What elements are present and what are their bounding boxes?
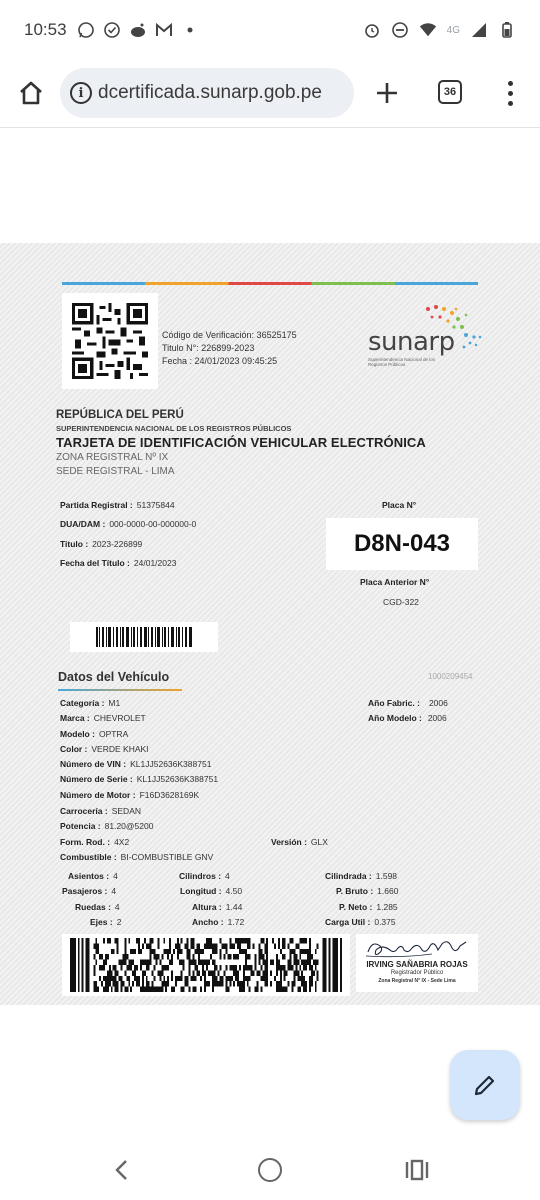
anio-fabric-field <box>368 698 448 708</box>
anio-fabric-label: Año Fabric. : <box>368 698 420 708</box>
cilindros-label: Cilindros : <box>179 871 222 881</box>
ejes-field <box>90 917 121 927</box>
dua-value: 000-0000-00-000000-0 <box>109 519 197 529</box>
verification-title-number: Titulo N°: 226899-2023 <box>162 343 255 353</box>
vehicle-card-document <box>0 243 540 1005</box>
version-value: GLX <box>310 837 328 847</box>
network-type: 4G <box>446 24 460 36</box>
motor-label: Número de Motor : <box>60 790 136 800</box>
titulo-field <box>60 539 142 549</box>
status-time: 10:53 <box>24 20 67 39</box>
carroceria-value: SEDAN <box>111 806 142 816</box>
ancho-field <box>192 917 244 927</box>
fecha-titulo-value: 24/01/2023 <box>133 558 177 568</box>
partida-value: 51375844 <box>136 500 175 510</box>
more-dot-icon <box>508 81 513 86</box>
ruedas-label: Ruedas : <box>75 902 111 912</box>
categoria-label: Categoría : <box>60 698 105 708</box>
motor-field <box>60 790 199 800</box>
titulo-label: Titulo : <box>60 539 89 549</box>
modelo-label: Modelo : <box>60 729 95 739</box>
reddit-icon <box>129 21 147 39</box>
new-tab-button[interactable] <box>372 78 402 108</box>
longitud-label: Longitud : <box>180 886 222 896</box>
anio-modelo-value: 2006 <box>427 713 447 723</box>
signatory-role: Registrador Público <box>390 970 444 976</box>
dua-label: DUA/DAM : <box>60 519 106 529</box>
potencia-label: Potencia : <box>60 821 101 831</box>
partida-label: Partida Registral : <box>60 500 133 510</box>
peso-bruto-value: 1.660 <box>377 886 399 896</box>
carroceria-field <box>60 806 141 816</box>
combustible-value: BI-COMBUSTIBLE GNV <box>120 852 214 862</box>
color-stripe <box>62 282 478 285</box>
anio-modelo-field <box>368 713 447 723</box>
plate-label: Placa N° <box>382 500 417 510</box>
back-button[interactable] <box>110 1156 134 1184</box>
anio-modelo-label: Año Modelo : <box>368 713 422 723</box>
fecha-titulo-label: Fecha del Título : <box>60 558 130 568</box>
edit-fab-button[interactable] <box>450 1050 520 1120</box>
sunarp-logo <box>366 303 486 373</box>
form-rod-field <box>60 837 129 847</box>
categoria-value: M1 <box>108 698 121 708</box>
more-menu-button[interactable] <box>500 78 520 108</box>
marca-value: CHEVROLET <box>93 713 146 723</box>
carga-util-value: 0.375 <box>374 917 396 927</box>
ruedas-field <box>75 902 120 912</box>
potencia-field <box>60 821 153 831</box>
dot-icon <box>181 21 199 39</box>
vin-field <box>60 759 211 769</box>
system-nav-bar <box>0 1140 540 1200</box>
verification-code: Código de Verificación: 36525175 <box>162 330 297 340</box>
cilindros-value: 4 <box>225 871 230 881</box>
whatsapp-icon <box>77 21 95 39</box>
asientos-label: Asientos : <box>68 871 110 881</box>
altura-value: 1.44 <box>225 902 243 912</box>
recent-apps-button[interactable] <box>404 1158 430 1182</box>
ancho-label: Ancho : <box>192 917 224 927</box>
wifi-icon <box>419 21 437 39</box>
color-value: VERDE KHAKI <box>91 744 149 754</box>
form-rod-label: Form. Rod. : <box>60 837 111 847</box>
pasajeros-field <box>62 886 116 896</box>
titulo-value: 2023-226899 <box>92 539 143 549</box>
logo-subtitle: Superintendencia Nacional de los Registros Públicos <box>368 357 436 367</box>
carga-util-field <box>325 917 396 927</box>
info-icon[interactable]: i <box>70 82 92 104</box>
peso-bruto-field <box>336 886 398 896</box>
pdf417-barcode-icon <box>70 938 342 992</box>
combustible-label: Combustible : <box>60 852 117 862</box>
cilindrada-field <box>325 871 397 881</box>
document-title: TARJETA DE IDENTIFICACIÓN VEHICULAR ELECTRÓNICA <box>56 435 426 450</box>
signatory-name: IRVING SAÑABRIA ROJAS <box>366 960 468 969</box>
more-dot-icon <box>508 101 513 106</box>
agency-heading: SUPERINTENDENCIA NACIONAL DE LOS REGISTROS PÚBLICOS <box>56 424 292 433</box>
ejes-value: 2 <box>116 917 122 927</box>
check-circle-icon <box>103 21 121 39</box>
altura-field <box>192 902 242 912</box>
peso-bruto-label: P. Bruto : <box>336 886 374 896</box>
modelo-value: OPTRA <box>98 729 129 739</box>
vin-label: Número de VIN : <box>60 759 127 769</box>
registry-office: SEDE REGISTRAL - LIMA <box>56 466 175 477</box>
carroceria-label: Carrocería : <box>60 806 108 816</box>
marca-field <box>60 713 146 723</box>
peso-neto-label: P. Neto : <box>339 902 373 912</box>
pencil-icon <box>472 1072 498 1098</box>
verification-info <box>162 329 297 368</box>
cilindros-field <box>179 871 230 881</box>
previous-plate-value: CGD-322 <box>383 597 419 607</box>
serie-value: KL1JJ52636K388751 <box>136 774 219 784</box>
battery-icon <box>498 21 516 39</box>
vin-value: KL1JJ52636K388751 <box>130 759 212 769</box>
version-label: Versión : <box>271 837 307 847</box>
signatory-zone: Zona Registral N° IX - Sede Lima <box>378 978 456 984</box>
qr-code <box>62 293 158 389</box>
longitud-value: 4.50 <box>225 886 243 896</box>
potencia-value: 81.20@5200 <box>104 821 154 831</box>
home-button[interactable] <box>16 78 46 108</box>
color-field <box>60 744 149 754</box>
home-nav-button[interactable] <box>258 1158 282 1182</box>
version-field <box>271 837 328 847</box>
fecha-titulo-field <box>60 558 176 568</box>
back-chevron-icon <box>110 1156 134 1184</box>
pdf417-barcode <box>62 934 350 996</box>
browser-toolbar <box>0 62 540 128</box>
peso-neto-field <box>339 902 398 912</box>
ancho-value: 1.72 <box>227 917 245 927</box>
previous-plate-label: Placa Anterior N° <box>360 577 430 587</box>
title-barcode <box>70 622 218 652</box>
signature-block <box>356 934 478 992</box>
ejes-label: Ejes : <box>90 917 113 927</box>
url-text[interactable]: dcertificada.sunarp.gob.pe <box>98 82 322 103</box>
serie-field <box>60 774 218 784</box>
home-icon <box>16 78 46 108</box>
plate-number: D8N-043 <box>326 518 478 570</box>
status-bar <box>0 0 540 60</box>
serie-label: Número de Serie : <box>60 774 133 784</box>
do-not-disturb-icon <box>391 21 409 39</box>
peso-neto-value: 1.285 <box>376 902 398 912</box>
pasajeros-value: 4 <box>111 886 117 896</box>
registry-zone: ZONA REGISTRAL Nº IX <box>56 452 169 463</box>
handwritten-signature <box>362 936 474 960</box>
section-underline <box>58 689 182 691</box>
asientos-field <box>68 871 118 881</box>
color-label: Color : <box>60 744 88 754</box>
tab-switcher-button[interactable]: 36 <box>438 80 462 104</box>
asientos-value: 4 <box>113 871 118 881</box>
pasajeros-label: Pasajeros : <box>62 886 108 896</box>
longitud-field <box>180 886 242 896</box>
modelo-field <box>60 729 128 739</box>
vehicle-section-id: 1000209454 <box>428 672 473 681</box>
categoria-field <box>60 698 120 708</box>
country-heading: REPÚBLICA DEL PERÚ <box>56 409 184 421</box>
signal-icon <box>470 21 488 39</box>
barcode-icon <box>96 627 192 647</box>
carga-util-label: Carga Util : <box>325 917 371 927</box>
vehicle-section-title: Datos del Vehículo <box>58 670 170 684</box>
cilindrada-label: Cilindrada : <box>325 871 372 881</box>
address-bar[interactable] <box>60 68 354 118</box>
ruedas-value: 4 <box>114 902 120 912</box>
logo-wordmark: sunarp <box>368 327 455 357</box>
anio-fabric-value: 2006 <box>428 698 448 708</box>
cilindrada-value: 1.598 <box>375 871 398 881</box>
altura-label: Altura : <box>192 902 222 912</box>
alarm-icon <box>363 21 381 39</box>
recent-apps-icon <box>404 1158 430 1182</box>
plus-icon <box>372 78 402 108</box>
motor-value: F16D3628169K <box>139 790 200 800</box>
more-dot-icon <box>508 91 513 96</box>
dua-field <box>60 519 196 529</box>
partida-field <box>60 500 175 510</box>
verification-date: Fecha : 24/01/2023 09:45:25 <box>162 356 278 366</box>
marca-label: Marca : <box>60 713 90 723</box>
form-rod-value: 4X2 <box>114 837 130 847</box>
qr-code-icon <box>72 303 148 379</box>
combustible-field <box>60 852 213 862</box>
gmail-icon <box>155 21 173 39</box>
